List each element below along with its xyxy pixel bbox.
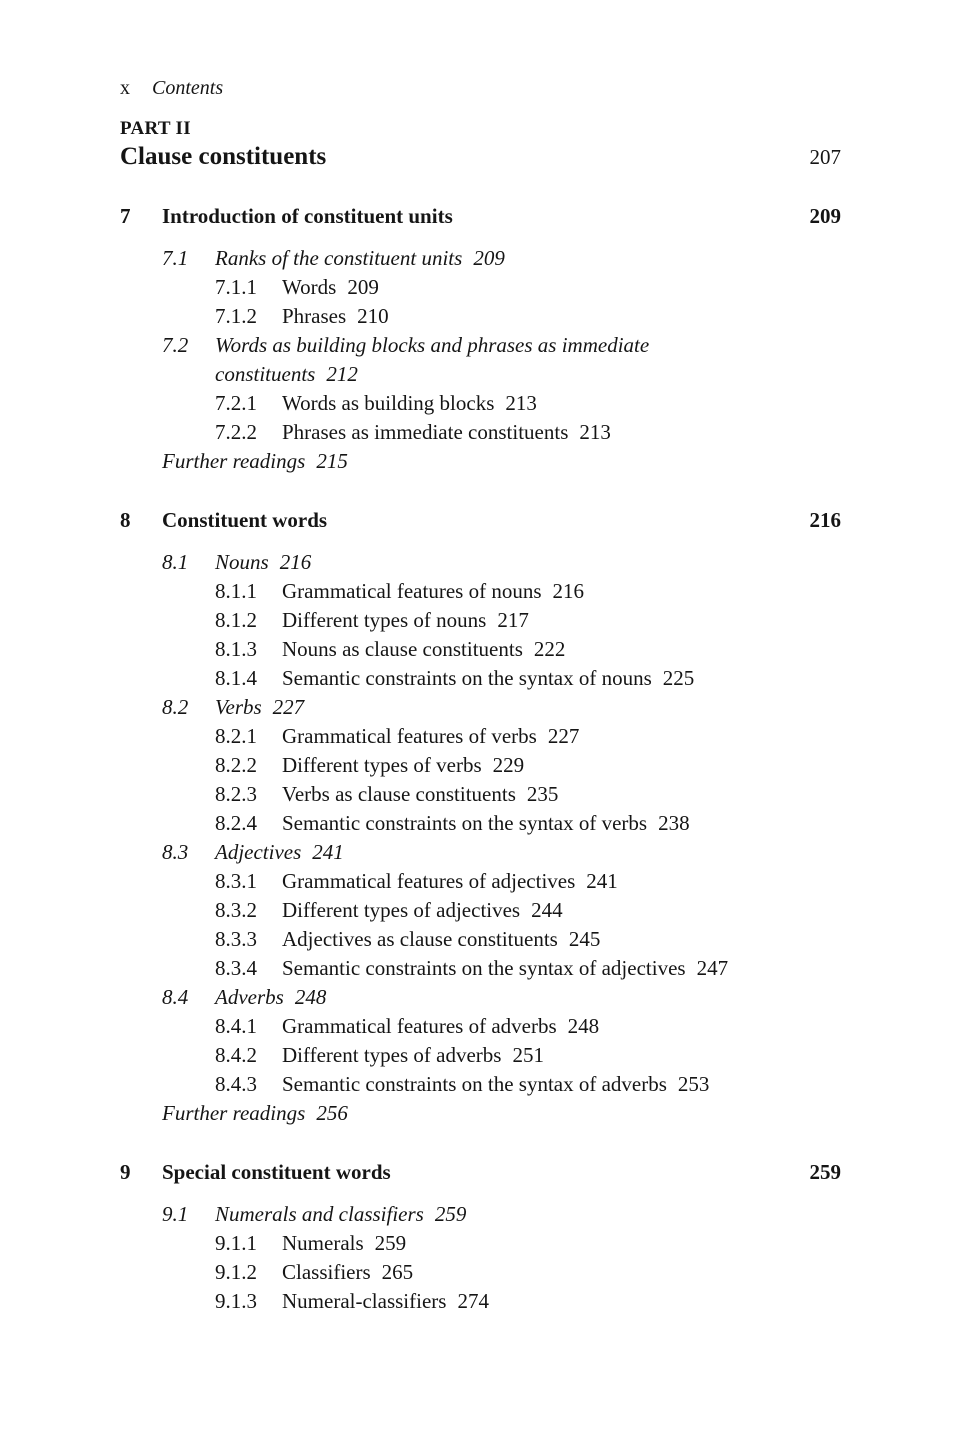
entry-body [282,606,841,635]
entry-title: Nouns as clause constituents [282,637,523,661]
entry-number: 8.3.3 [215,927,257,951]
entry-body [282,418,841,447]
entry-page-number: 241 [312,840,344,864]
entry-title: Different types of nouns [282,608,487,632]
entry-number: 8.1.1 [215,579,257,603]
toc-entry [215,1070,841,1099]
entry-body [282,1041,841,1070]
entry-page-number: 222 [533,637,566,661]
toc-entry [215,1012,841,1041]
entry-body [162,447,841,476]
toc-entry [215,635,841,664]
entry-page-number: 245 [568,927,601,951]
entry-number: 8.2.4 [215,811,257,835]
toc-entry [215,809,841,838]
entry-body [282,809,841,838]
entry-page-number: 248 [294,985,327,1009]
toc-entry [215,389,841,418]
folio-page-number: x [120,77,130,99]
toc-entry [215,418,841,447]
entry-title: Semantic constraints on the syntax of verbs [282,811,648,835]
toc-entry [162,548,841,577]
entry-number: 7.1 [162,246,189,270]
toc-entry [215,925,841,954]
entry-body [282,1287,841,1316]
chapter-page-number: 259 [809,1160,841,1184]
entry-number: 8.4.2 [215,1043,257,1067]
chapter-entries [120,1200,841,1316]
entry-number: 8.2.3 [215,782,257,806]
entry-page-number: 213 [579,420,611,444]
entry-page-number: 229 [492,753,525,777]
part-title-row [120,142,841,172]
entry-page-number: 235 [526,782,559,806]
entry-number: 7.2 [162,333,189,357]
entry-title: Numeral-classifiers [282,1289,447,1313]
entry-body [282,1258,841,1287]
running-head [120,78,841,98]
chapter-list [120,202,841,1316]
entry-page-number: 217 [497,608,529,632]
entry-body [215,693,690,722]
entry-title: Phrases [282,304,347,328]
entry-body [282,389,841,418]
entry-number: 7.2.1 [215,391,257,415]
entry-number: 7.1.1 [215,275,257,299]
entry-title: Classifiers [282,1260,371,1284]
entry-page-number: 259 [434,1202,467,1226]
entry-page-number: 256 [316,1101,348,1125]
toc-entry [215,896,841,925]
entry-title: Different types of adjectives [282,898,521,922]
entry-body [282,1229,841,1258]
entry-number: 8.1 [162,550,189,574]
entry-title: Semantic constraints on the syntax of adverbs [282,1072,667,1096]
entry-page-number: 251 [512,1043,544,1067]
entry-number: 9.1.3 [215,1289,257,1313]
entry-page-number: 209 [347,275,379,299]
entry-page-number: 209 [473,246,505,270]
entry-body [215,244,690,273]
toc-entry [215,1229,841,1258]
entry-title: Adverbs [215,985,284,1009]
entry-body [282,1012,841,1041]
entry-body [162,1099,841,1128]
chapter-block [120,1158,841,1316]
entry-body [215,331,690,389]
entry-number: 9.1 [162,1202,189,1226]
entry-body [282,722,841,751]
entry-page-number: 253 [677,1072,710,1096]
entry-title: Adjectives as clause constituents [282,927,558,951]
entry-body [282,302,841,331]
entry-body [215,983,690,1012]
entry-body [215,548,690,577]
entry-title: Grammatical features of verbs [282,724,537,748]
chapter-number: 7 [120,204,131,228]
chapter-entries [120,244,841,476]
entry-title: Semantic constraints on the syntax of nouns [282,666,652,690]
toc-entry [215,1258,841,1287]
entry-body [282,577,841,606]
entry-title: Words [282,275,337,299]
entry-number: 8.1.3 [215,637,257,661]
entry-page-number: 216 [552,579,584,603]
entry-body [282,867,841,896]
running-head-title: Contents [152,77,224,99]
entry-page-number: 213 [505,391,537,415]
entry-body [282,954,841,983]
entry-page-number: 241 [586,869,618,893]
entry-title: Numerals and classifiers [215,1202,424,1226]
entry-title: Further readings [162,1101,306,1125]
entry-page-number: 212 [326,362,358,386]
entry-number: 8.1.2 [215,608,257,632]
entry-page-number: 265 [381,1260,414,1284]
toc-entry [162,447,841,476]
entry-page-number: 210 [357,304,389,328]
entry-page-number: 215 [316,449,348,473]
chapter-title: Special constituent words [162,1160,391,1184]
entry-title: Grammatical features of nouns [282,579,542,603]
entry-page-number: 216 [279,550,312,574]
entry-number: 8.2.1 [215,724,257,748]
entry-number: 9.1.1 [215,1231,257,1255]
entry-title: Verbs [215,695,262,719]
entry-page-number: 227 [272,695,305,719]
chapter-title: Introduction of constituent units [162,204,453,228]
chapter-page-number: 209 [809,204,841,228]
entry-title: Semantic constraints on the syntax of adjectives [282,956,686,980]
part-label: PART II [120,118,191,139]
toc-entry [162,983,841,1012]
entry-title: Phrases as immediate constituents [282,420,569,444]
chapter-heading-row [120,202,841,231]
toc-entry [162,693,841,722]
toc-entry [162,838,841,867]
entry-title: Words as building blocks and phrases as immediate constituents [215,333,650,386]
entry-body [282,1070,841,1099]
chapter-heading-row [120,506,841,535]
entry-number: 8.4 [162,985,189,1009]
entry-number: 8.2.2 [215,753,257,777]
chapter-heading-row [120,1158,841,1187]
part-heading [120,118,841,172]
chapter-number: 9 [120,1160,131,1184]
entry-body [215,838,690,867]
entry-body [215,1200,690,1229]
chapter-block [120,202,841,476]
toc-entry [215,577,841,606]
part-title: Clause constituents [120,143,327,170]
entry-title: Ranks of the constituent units [215,246,463,270]
entry-title: Different types of adverbs [282,1043,502,1067]
chapter-page-number: 216 [809,508,841,532]
entry-body [282,896,841,925]
chapter-title: Constituent words [162,508,328,532]
entry-body [282,751,841,780]
toc-entry [215,722,841,751]
entry-page-number: 248 [567,1014,600,1038]
entry-title: Different types of verbs [282,753,482,777]
entry-page-number: 244 [531,898,563,922]
entry-number: 8.2 [162,695,189,719]
part-page-number: 207 [809,145,841,169]
entry-number: 8.3.1 [215,869,257,893]
entry-number: 8.1.4 [215,666,257,690]
entry-page-number: 247 [696,956,729,980]
entry-number: 8.3.4 [215,956,257,980]
entry-number: 8.4.1 [215,1014,257,1038]
entry-title: Grammatical features of adjectives [282,869,576,893]
toc-entry [162,244,841,273]
toc-entry [215,954,841,983]
entry-page-number: 274 [457,1289,489,1313]
entry-page-number: 238 [658,811,690,835]
entry-number: 8.3 [162,840,189,864]
chapter-block [120,506,841,1128]
entry-body [282,925,841,954]
toc-entry [162,1200,841,1229]
toc-entry [162,331,841,389]
entry-body [282,664,841,693]
entry-page-number: 227 [547,724,580,748]
entry-title: Adjectives [215,840,302,864]
entry-title: Numerals [282,1231,364,1255]
toc-entry [215,867,841,896]
entry-title: Grammatical features of adverbs [282,1014,557,1038]
toc-entry [215,1287,841,1316]
entry-number: 9.1.2 [215,1260,257,1284]
entry-number: 7.2.2 [215,420,257,444]
entry-title: Nouns [215,550,269,574]
chapter-number: 8 [120,508,131,532]
entry-title: Further readings [162,449,306,473]
toc-entry [215,302,841,331]
toc-entry [215,664,841,693]
toc-entry [215,751,841,780]
toc-entry [162,1099,841,1128]
toc-entry [215,1041,841,1070]
toc-entry [215,780,841,809]
entry-number: 8.4.3 [215,1072,257,1096]
entry-body [282,273,841,302]
toc-entry [215,606,841,635]
entry-title: Words as building blocks [282,391,495,415]
entry-body [282,635,841,664]
entry-title: Verbs as clause constituents [282,782,516,806]
entry-page-number: 225 [662,666,695,690]
chapter-entries [120,548,841,1128]
entry-number: 7.1.2 [215,304,257,328]
entry-page-number: 259 [374,1231,407,1255]
toc-entry [215,273,841,302]
entry-body [282,780,841,809]
entry-number: 8.3.2 [215,898,257,922]
